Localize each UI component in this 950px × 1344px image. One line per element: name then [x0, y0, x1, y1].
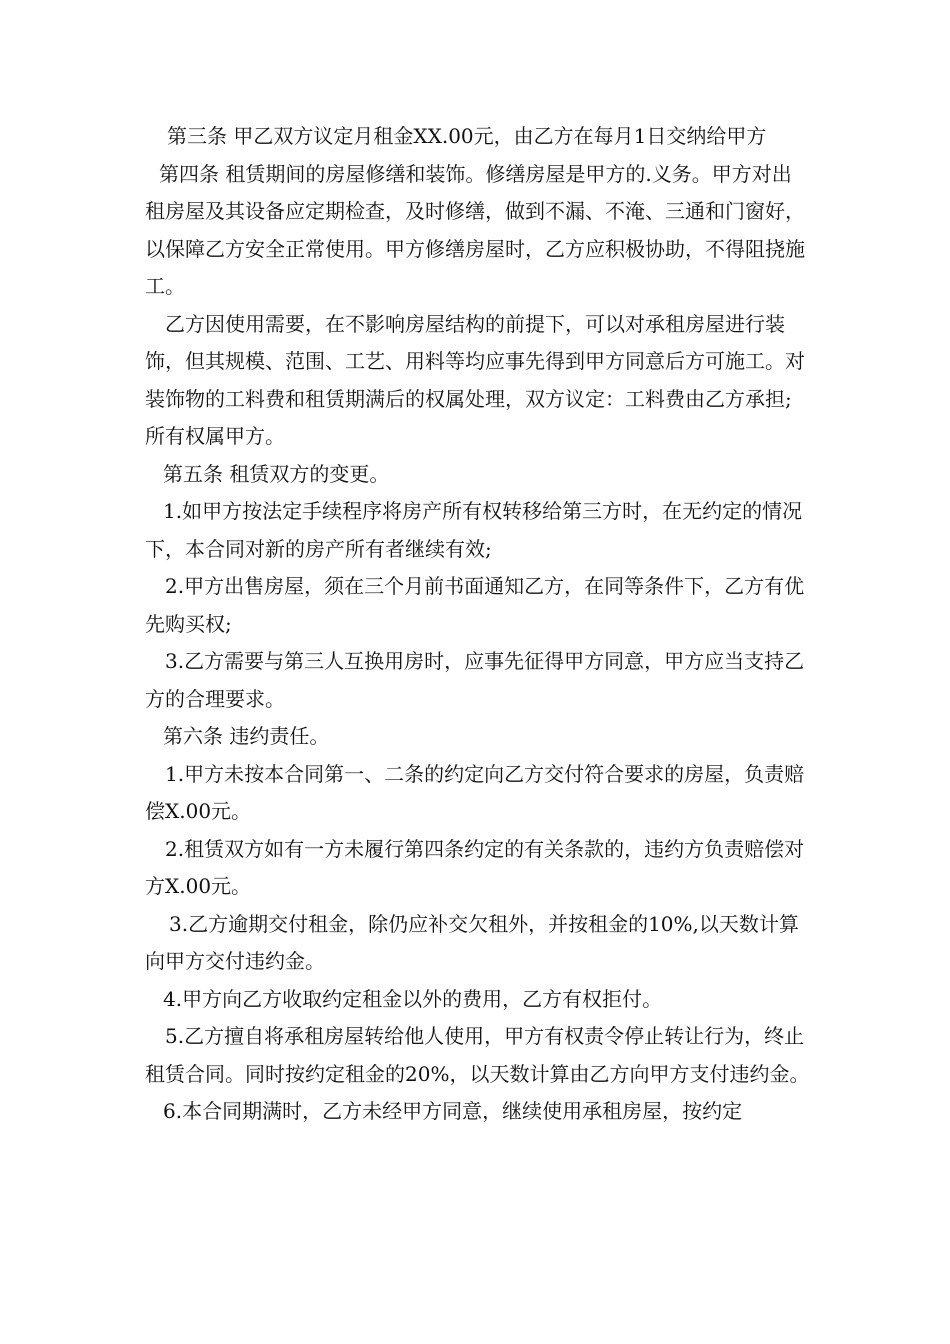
paragraph-article-5-item-2: 2.甲方出售房屋，须在三个月前书面通知乙方，在同等条件下，乙方有优先购买权;	[145, 574, 805, 636]
paragraph-article-4: 第四条 租赁期间的房屋修缮和装饰。修缮房屋是甲方的.义务。甲方对出租房屋及其设备应定期检查，及时修缮，做到不漏、不淹、三通和门窗好，以保障乙方安全正常使用。甲方修缮房屋时，乙方应积极协助，不得阻挠施工。	[145, 161, 805, 298]
paragraph-article-6-item-6: 6.本合同期满时，乙方未经甲方同意，继续使用承租房屋，按约定	[163, 1099, 743, 1123]
paragraph-article-6-item-2: 2.租赁双方如有一方未履行第四条约定的有关条款的，违约方负责赔偿对方X.00元。	[145, 836, 805, 898]
paragraph-decoration: 乙方因使用需要，在不影响房屋结构的前提下，可以对承租房屋进行装饰，但其规模、范围、工艺、用料等均应事先得到甲方同意后方可施工。对装饰物的工料费和租赁期满后的权属处理，双方议定：工料费由乙方承担;所有权属甲方。	[145, 311, 805, 448]
paragraph-article-5: 第五条 租赁双方的变更。	[163, 461, 390, 486]
paragraph-article-6: 第六条 违约责任。	[163, 724, 330, 748]
paragraph-article-3: 第三条 甲乙双方议定月租金XX.00元，由乙方在每月1日交纳给甲方	[167, 124, 767, 148]
paragraph-article-6-item-4: 4.甲方向乙方收取约定租金以外的费用，乙方有权拒付。	[163, 986, 663, 1011]
paragraph-article-5-item-1: 1.如甲方按法定手续程序将房产所有权转移给第三方时，在无约定的情况下，本合同对新的房产所有者继续有效;	[145, 499, 803, 561]
paragraph-article-6-item-3: 3.乙方逾期交付租金，除仍应补交欠租外，并按租金的10%,以天数计算向甲方交付违约金。	[145, 911, 799, 973]
paragraph-article-6-item-1: 1.甲方未按本合同第一、二条的约定向乙方交付符合要求的房屋，负责赔偿X.00元。	[145, 761, 805, 823]
document-body	[145, 118, 810, 1131]
paragraph-article-6-item-5: 5.乙方擅自将承租房屋转给他人使用，甲方有权责令停止转让行为，终止租赁合同。同时按约定租金的20%，以天数计算由乙方向甲方支付违约金。	[145, 1024, 810, 1086]
paragraph-article-5-item-3: 3.乙方需要与第三人互换用房时，应事先征得甲方同意，甲方应当支持乙方的合理要求。	[145, 649, 805, 711]
